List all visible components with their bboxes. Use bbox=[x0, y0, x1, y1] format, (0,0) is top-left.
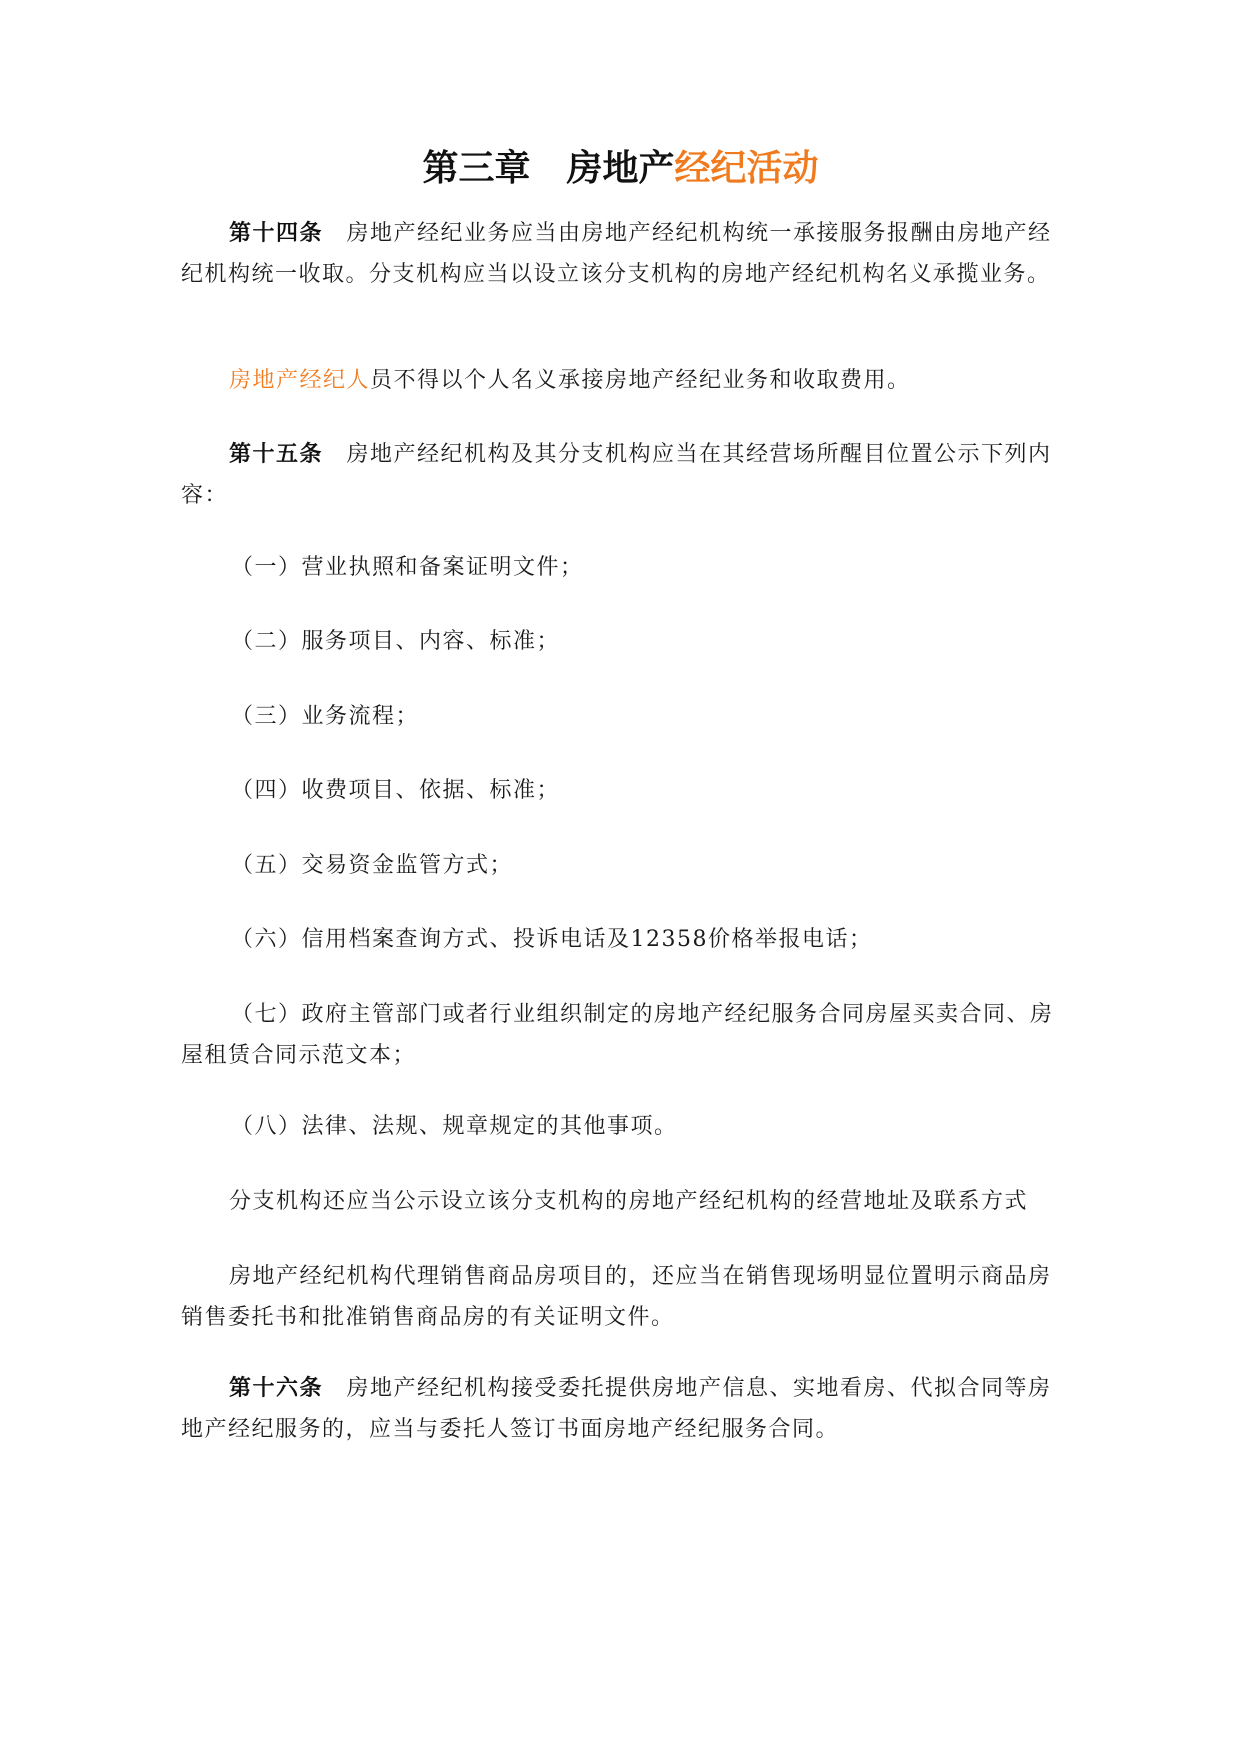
chapter-number: 第三章 bbox=[422, 148, 531, 189]
chapter-title-highlight: 经纪活动 bbox=[674, 148, 819, 189]
article-14-paragraph bbox=[181, 213, 1071, 295]
article-14-paragraph-2 bbox=[181, 360, 1071, 401]
article-15-paragraph bbox=[181, 434, 1071, 516]
list-item: （六）信用档案查询方式、投诉电话及12358价格举报电话； bbox=[231, 927, 873, 952]
list-item: （八）法律、法规、规章规定的其他事项。 bbox=[231, 1114, 678, 1139]
highlight-term: 房地产经纪人 bbox=[229, 368, 371, 393]
article-15-label: 第十五条 bbox=[229, 442, 324, 467]
chapter-title-part1: 房地产 bbox=[566, 148, 675, 189]
branch-note-paragraph: 分支机构还应当公示设立该分支机构的房地产经纪机构的经营地址及联系方式 bbox=[229, 1189, 1029, 1214]
list-item: （四）收费项目、依据、标准； bbox=[231, 778, 561, 803]
chapter-title bbox=[0, 145, 1241, 193]
list-item: （七）政府主管部门或者行业组织制定的房地产经纪服务合同房屋买卖合同、房屋租赁合同示范文本； bbox=[181, 1002, 1054, 1068]
article-16-text: 房地产经纪机构接受委托提供房地产信息、实地看房、代拟合同等房地产经纪服务的，应当与委托人签订书面房地产经纪服务合同。 bbox=[181, 1376, 1052, 1442]
list-item: （二）服务项目、内容、标准； bbox=[231, 629, 561, 654]
article-15-text: 房地产经纪机构及其分支机构应当在其经营场所醒目位置公示下列内容： bbox=[181, 442, 1052, 508]
sales-note-paragraph: 房地产经纪机构代理销售商品房项目的，还应当在销售现场明显位置明示商品房销售委托书和批准销售商品房的有关证明文件。 bbox=[181, 1264, 1052, 1330]
article-14-text: 房地产经纪业务应当由房地产经纪机构统一承接服务报酬由房地产经纪机构统一收取。分支机构应当以设立该分支机构的房地产经纪机构名义承揽业务。 bbox=[181, 221, 1052, 287]
article-16-paragraph bbox=[181, 1368, 1071, 1450]
article-14-label: 第十四条 bbox=[229, 221, 324, 246]
list-item: （五）交易资金监管方式； bbox=[231, 853, 514, 878]
article-14-para2-text: 员不得以个人名义承接房地产经纪业务和收取费用。 bbox=[370, 368, 911, 393]
list-item: （三）业务流程； bbox=[231, 704, 420, 729]
list-item: （一）营业执照和备案证明文件； bbox=[231, 555, 584, 580]
article-16-label: 第十六条 bbox=[229, 1376, 324, 1401]
